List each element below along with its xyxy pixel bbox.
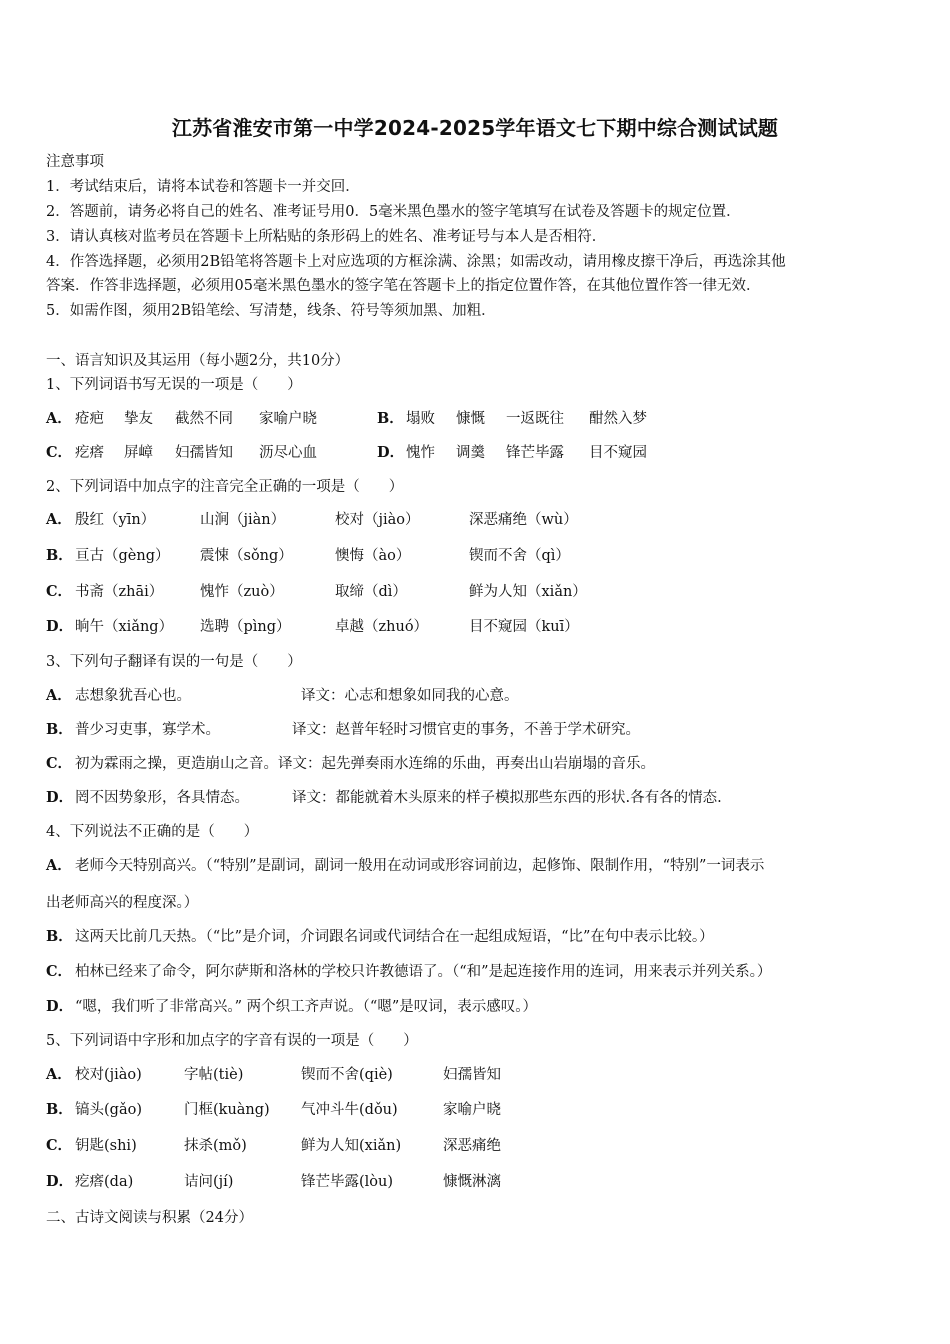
q1-stem: 1、下列词语书写无误的一项是（ ） (46, 377, 302, 393)
notice-line-4: 4．作答选择题，必须用2B铅笔将答题卡上对应选项的方框涂满、涂黑；如需改动，请用橡皮擦干净后，再选涂其他 (46, 254, 786, 270)
q1-a-word: 家喻户晓 (259, 411, 317, 427)
section-2-heading: 二、古诗文阅读与积累（24分） (46, 1210, 253, 1226)
q4-d-label: D． (46, 998, 74, 1015)
q3-b-translation: 译文：赵普年轻时习惯官吏的事务，不善于学术研究。 (292, 722, 640, 738)
q5-b-word: 门框(kuàng) (184, 1102, 270, 1118)
q2-a-label: A． (46, 511, 72, 528)
q2-stem: 2、下列词语中加点字的注音完全正确的一项是（ ） (46, 479, 404, 495)
q2-d-word: 晌午（xiǎng） (75, 619, 174, 635)
q2-a-word: 山涧（jiàn） (200, 512, 286, 528)
notice-line-2: 2．答题前，请务必将自己的姓名、准考证号用0．5毫米黑色墨水的签字笔填写在试卷及答题卡的规定位置． (46, 204, 741, 220)
q5-d-word: 锋芒毕露(lòu) (301, 1174, 394, 1190)
q3-a-translation: 译文：心志和想象如同我的心意。 (301, 688, 519, 704)
q4-b-text: 这两天比前几天热。（“比”是介词，介词跟名词或代词结合在一起组成短语，“比”在句中表示比较。） (75, 929, 714, 945)
q3-c-label: C． (46, 755, 73, 772)
q5-b-label: B． (46, 1101, 73, 1118)
q3-d-translation: 译文：都能就着木头原来的样子模拟那些东西的形状.各有各的情态. (292, 790, 722, 806)
q4-c-label: C． (46, 963, 73, 980)
q1-c-word: 疙瘩 (75, 445, 104, 461)
q2-c-word: 愧怍（zuò） (200, 584, 284, 600)
page-title: 江苏省淮安市第一中学2024-2025学年语文七下期中综合测试试题 (171, 116, 779, 140)
q1-d-word: 调羹 (456, 445, 485, 461)
q1-b-word: 慷慨 (456, 411, 485, 427)
q2-b-word: 震悚（sǒng） (200, 548, 293, 564)
q5-a-word: 妇孺皆知 (443, 1067, 501, 1083)
q5-d-word: 疙瘩(da) (75, 1174, 134, 1190)
section-1-heading: 一、语言知识及其运用（每小题2分，共10分） (46, 353, 350, 369)
q5-a-word: 校对(jiào) (75, 1067, 142, 1083)
notice-line-1: 1．考试结束后，请将本试卷和答题卡一并交回． (46, 179, 360, 195)
q3-d-label: D． (46, 789, 74, 806)
notice-line-5: 答案．作答非选择题，必须用05毫米黑色墨水的签字笔在答题卡上的指定位置作答，在其他位置作答一律无效． (46, 278, 761, 294)
q2-c-word: 鲜为人知（xiǎn） (469, 584, 587, 600)
q4-stem: 4、下列说法不正确的是（ ） (46, 824, 259, 840)
q4-c-text: 柏林已经来了命令，阿尔萨斯和洛林的学校只许教德语了。（“和”是起连接作用的连词，用来表示并列关系。） (75, 964, 772, 980)
q5-b-word: 镐头(gǎo) (75, 1102, 142, 1118)
q1-c-word: 沥尽心血 (259, 445, 317, 461)
q2-c-word: 取缔（dì） (335, 584, 407, 600)
q5-c-word: 钥匙(shi) (75, 1138, 137, 1154)
q5-c-word: 抹杀(mǒ) (184, 1138, 247, 1154)
q1-b-word: 酣然入梦 (589, 411, 647, 427)
notice-line-3: 3．请认真核对监考员在答题卡上所粘贴的条形码上的姓名、准考证号与本人是否相符． (46, 229, 607, 245)
q3-a-label: A． (46, 687, 72, 704)
notice-line-6: 5．如需作图，须用2B铅笔绘、写清楚，线条、符号等须加黑、加粗． (46, 303, 496, 319)
q5-a-word: 锲而不舍(qiè) (301, 1067, 393, 1083)
q3-a-sentence: 志想象犹吾心也。 (75, 688, 191, 704)
q1-d-label: D． (377, 444, 405, 461)
q2-b-label: B． (46, 547, 73, 564)
q4-a-text: 老师今天特别高兴。（“特别”是副词，副词一般用在动词或形容词前边，起修饰、限制作用，“特别”一词表示 (75, 858, 765, 874)
q1-a-word: 截然不同 (175, 411, 233, 427)
q1-a-word: 挚友 (124, 411, 153, 427)
q2-a-word: 校对（jiào） (335, 512, 420, 528)
q3-c-sentence: 初为霖雨之操，更造崩山之音。译文：起先弹奏雨水连绵的乐曲，再奏出山岩崩塌的音乐。 (75, 756, 655, 772)
q3-b-sentence: 普少习吏事，寡学术。 (75, 722, 220, 738)
q4-d-text: “嗯，我们听了非常高兴。” 两个织工齐声说。（“嗯”是叹词，表示感叹。） (75, 999, 538, 1015)
q4-a-text-cont: 出老师高兴的程度深。） (46, 895, 199, 911)
q2-b-word: 亘古（gèng） (75, 548, 170, 564)
q1-c-label: C． (46, 444, 73, 461)
q5-a-word: 字帖(tiè) (184, 1067, 244, 1083)
q2-c-label: C． (46, 583, 73, 600)
q1-b-word: 一返既往 (506, 411, 564, 427)
q1-b-word: 塌败 (406, 411, 435, 427)
q1-b-label: B． (377, 410, 404, 427)
q3-d-sentence: 罔不因势象形，各具情态。 (75, 790, 249, 806)
q2-c-word: 书斋（zhāi） (75, 584, 164, 600)
q2-d-word: 选聘（pìng） (200, 619, 291, 635)
q2-d-word: 卓越（zhuó） (335, 619, 429, 635)
q5-d-label: D． (46, 1173, 74, 1190)
q1-c-word: 屏嶂 (124, 445, 153, 461)
q1-d-word: 愧怍 (406, 445, 435, 461)
q5-d-word: 诘问(jí) (184, 1174, 234, 1190)
q2-b-word: 懊悔（ào） (335, 548, 411, 564)
notice-heading: 注意事项 (46, 154, 104, 170)
q5-d-word: 慷慨淋漓 (443, 1174, 501, 1190)
q5-c-label: C． (46, 1137, 73, 1154)
q2-d-label: D． (46, 618, 74, 635)
q2-a-word: 殷红（yīn） (75, 512, 156, 528)
q5-a-label: A． (46, 1066, 72, 1083)
q1-d-word: 目不窥园 (589, 445, 647, 461)
q5-stem: 5、下列词语中字形和加点字的字音有误的一项是（ ） (46, 1033, 418, 1049)
q5-c-word: 深恶痛绝 (443, 1138, 501, 1154)
q2-a-word: 深恶痛绝（wù） (469, 512, 578, 528)
q1-a-word: 疮疤 (75, 411, 104, 427)
q1-c-word: 妇孺皆知 (175, 445, 233, 461)
q4-b-label: B． (46, 928, 73, 945)
q4-a-label: A． (46, 857, 72, 874)
q1-d-word: 锋芒毕露 (506, 445, 564, 461)
q2-b-word: 锲而不舍（qì） (469, 548, 570, 564)
q2-d-word: 目不窥园（kuī） (469, 619, 579, 635)
q5-b-word: 气冲斗牛(dǒu) (301, 1102, 398, 1118)
q3-stem: 3、下列句子翻译有误的一句是（ ） (46, 654, 302, 670)
q5-c-word: 鲜为人知(xiǎn) (301, 1138, 402, 1154)
q5-b-word: 家喻户晓 (443, 1102, 501, 1118)
q1-a-label: A． (46, 410, 72, 427)
q3-b-label: B． (46, 721, 73, 738)
